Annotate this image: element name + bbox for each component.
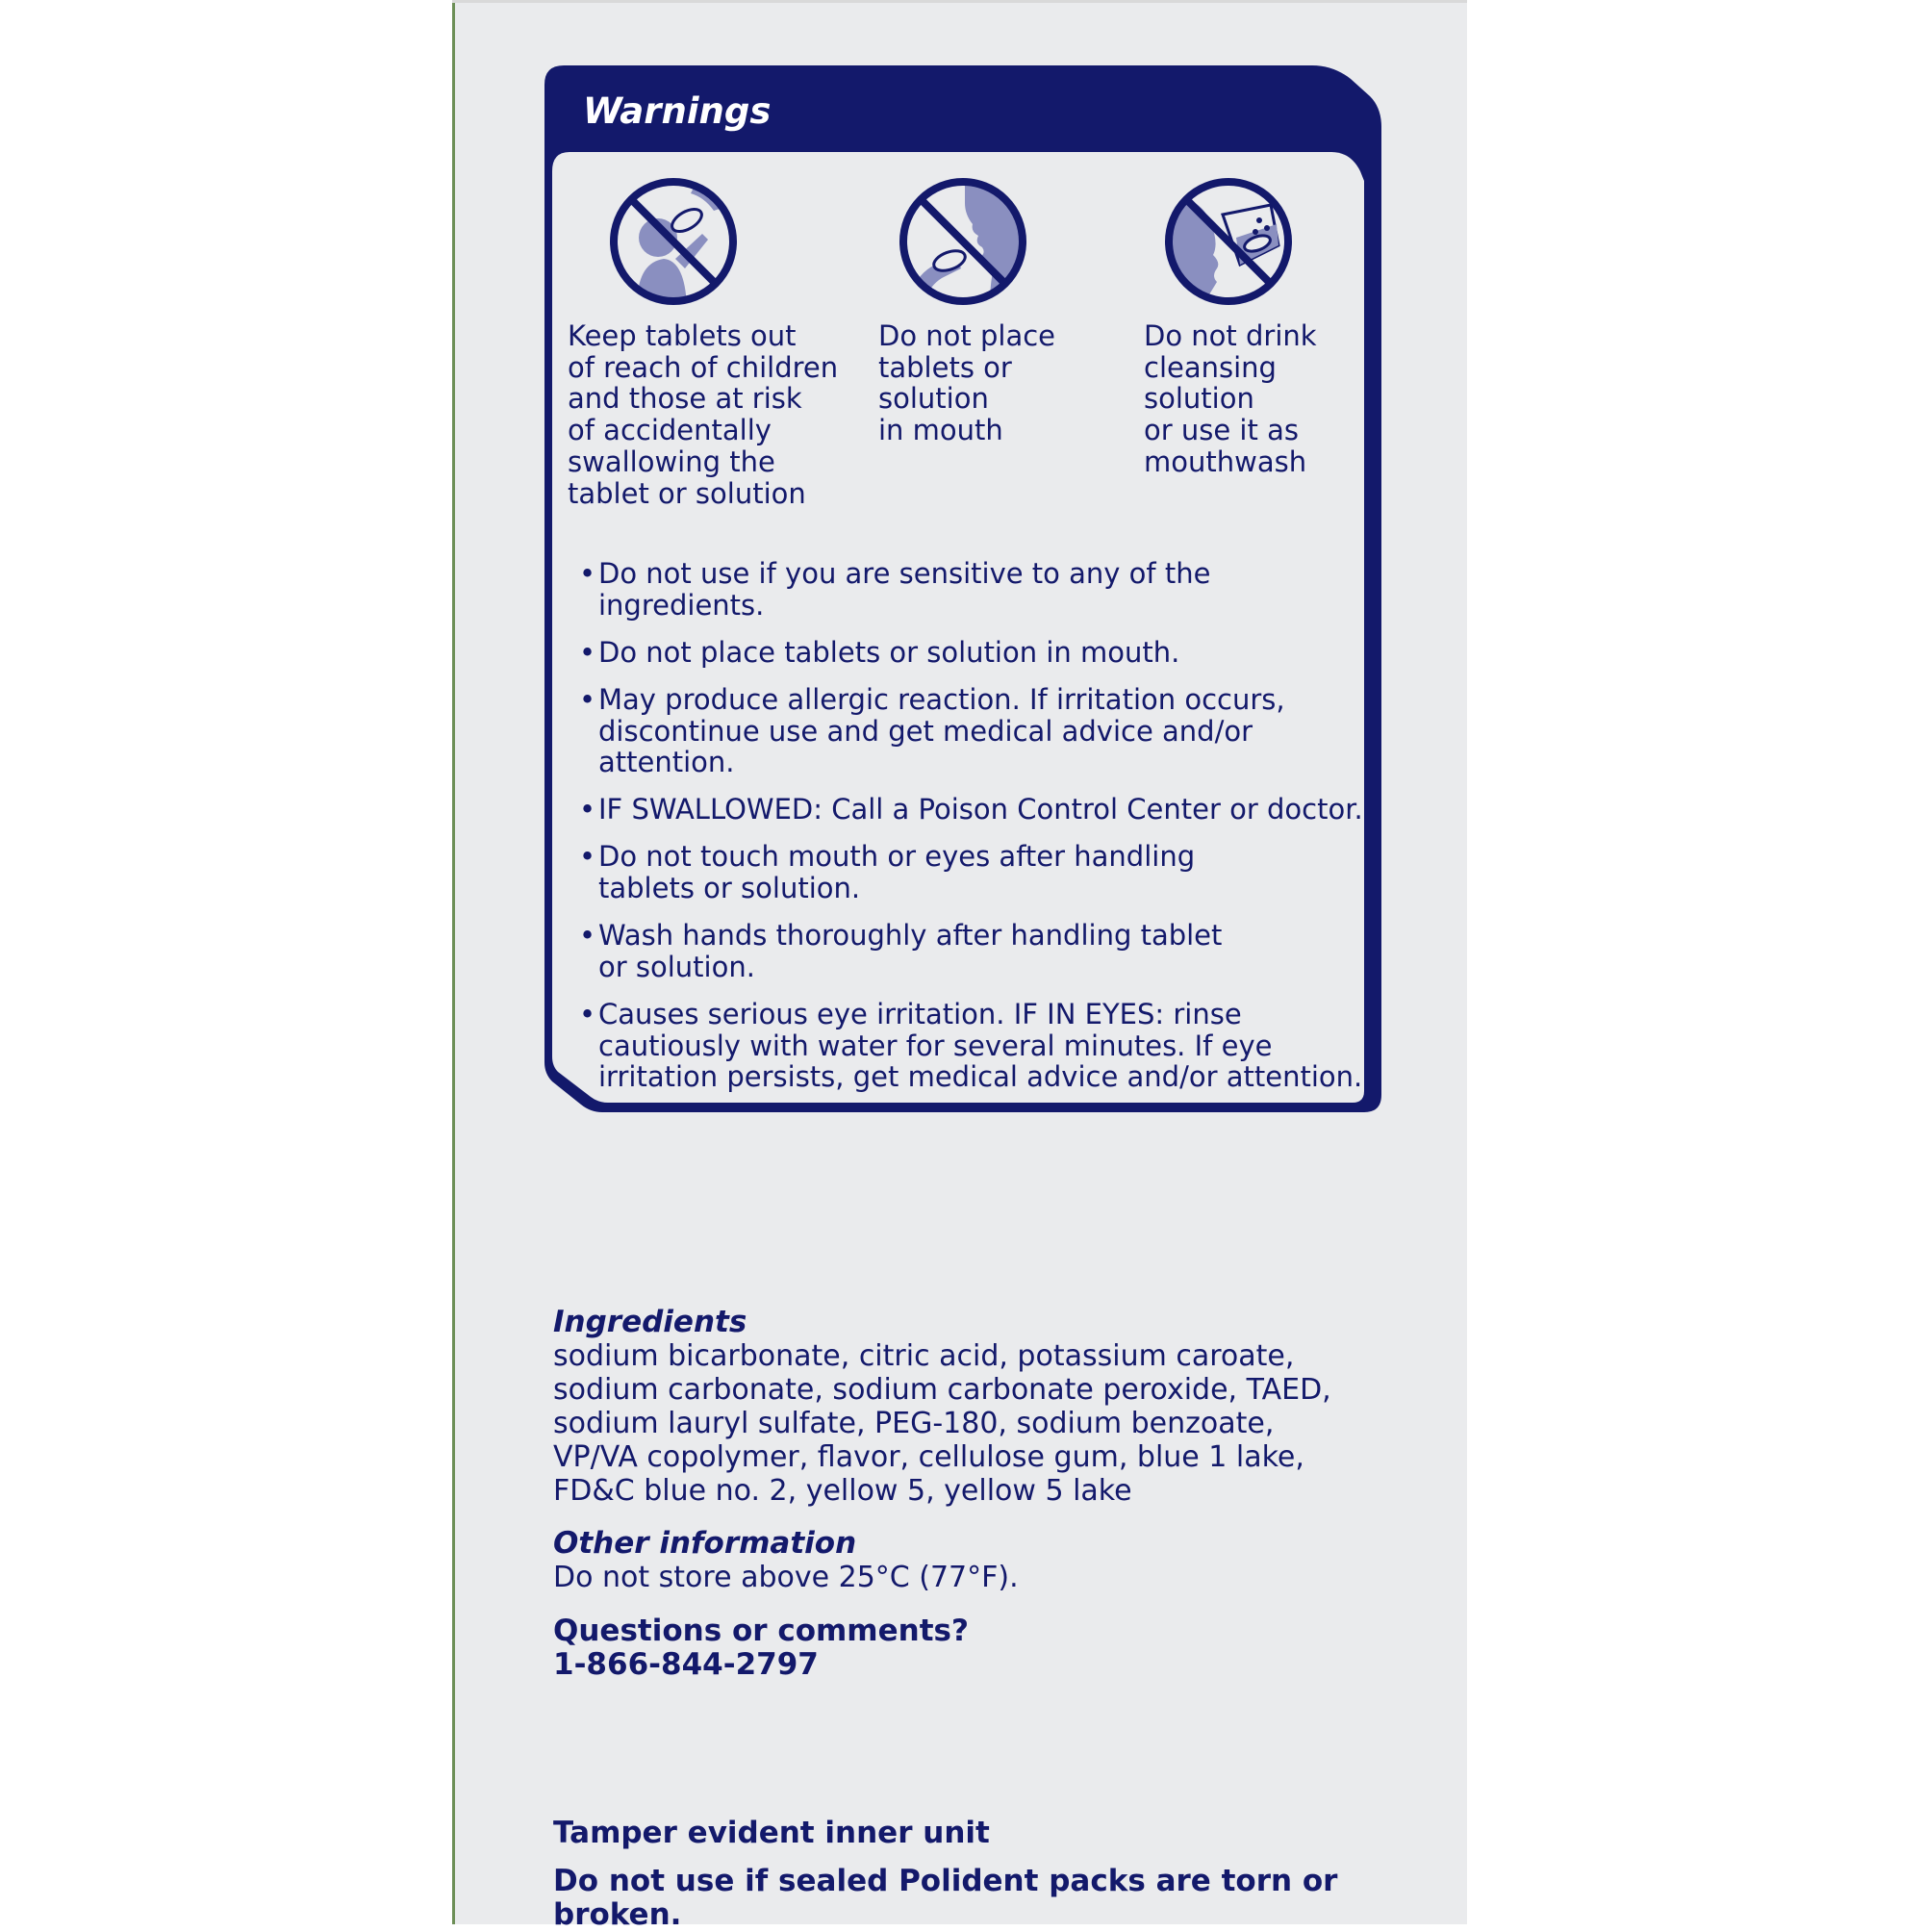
warning-item: • Do not touch mouth or eyes after handling tablets or solution. bbox=[579, 841, 1291, 903]
other-information-section bbox=[553, 1527, 1419, 1594]
other-information-text: Do not store above 25°C (77°F). bbox=[553, 1561, 1019, 1594]
pictogram-caption: Keep tablets out of reach of children and those at risk of accidentally swallowing the tablet or solution bbox=[568, 319, 839, 510]
warning-item: • Do not use if you are sensitive to any of the ingredients. bbox=[579, 558, 1368, 621]
pictogram-caption: Do not place tablets or solution in mouth bbox=[878, 319, 1056, 447]
tamper-section bbox=[553, 1817, 1419, 1932]
ingredients-section bbox=[553, 1306, 1419, 1508]
questions-section bbox=[553, 1614, 1419, 1682]
warning-item: • IF SWALLOWED: Call a Poison Control Center or doctor. bbox=[579, 794, 1368, 826]
pictogram-children bbox=[568, 176, 838, 509]
pictogram-mouth bbox=[878, 176, 1055, 446]
warnings-box bbox=[544, 65, 1381, 1112]
questions-heading: Questions or comments? bbox=[553, 1614, 969, 1648]
warning-pictograms bbox=[544, 176, 1381, 609]
other-information-heading: Other information bbox=[553, 1526, 857, 1561]
tamper-heading: Tamper evident inner unit bbox=[553, 1816, 990, 1850]
no-children-reach-icon bbox=[608, 176, 739, 307]
warning-item: • Do not place tablets or solution in mouth. bbox=[579, 637, 1368, 669]
warnings-list bbox=[579, 558, 1368, 1109]
ingredients-heading: Ingredients bbox=[553, 1305, 747, 1339]
pictogram-drink bbox=[1144, 176, 1317, 478]
warning-item: • Wash hands thoroughly after handling tablet or solution. bbox=[579, 920, 1224, 982]
warning-item: • May produce allergic reaction. If irritation occurs, discontinue use and get medical advice and/or attention. bbox=[579, 684, 1291, 778]
tamper-text: Do not use if sealed Polident packs are torn or broken. bbox=[553, 1864, 1338, 1932]
pictogram-caption: Do not drink cleansing solution or use it as mouthwash bbox=[1144, 319, 1317, 478]
ingredients-text: sodium bicarbonate, citric acid, potassium caroate, sodium carbonate, sodium carbonate peroxide, TAED, sodium lauryl sulfate, PEG-180, sodium benzoate, VP/VA copolymer, flavor, cellulose gum, blue 1 lake, FD&C blue no. 2, yellow 5, yellow 5 lake bbox=[553, 1339, 1331, 1508]
warnings-title: Warnings bbox=[583, 90, 772, 132]
no-tablet-in-mouth-icon bbox=[898, 176, 1028, 307]
questions-phone: 1-866-844-2797 bbox=[553, 1647, 819, 1682]
warning-item: • Causes serious eye irritation. IF IN EYES: rinse cautiously with water for several minutes. If eye irritation persists, get medical advice and/or attention. bbox=[579, 999, 1368, 1093]
no-drinking-solution-icon bbox=[1163, 176, 1294, 307]
